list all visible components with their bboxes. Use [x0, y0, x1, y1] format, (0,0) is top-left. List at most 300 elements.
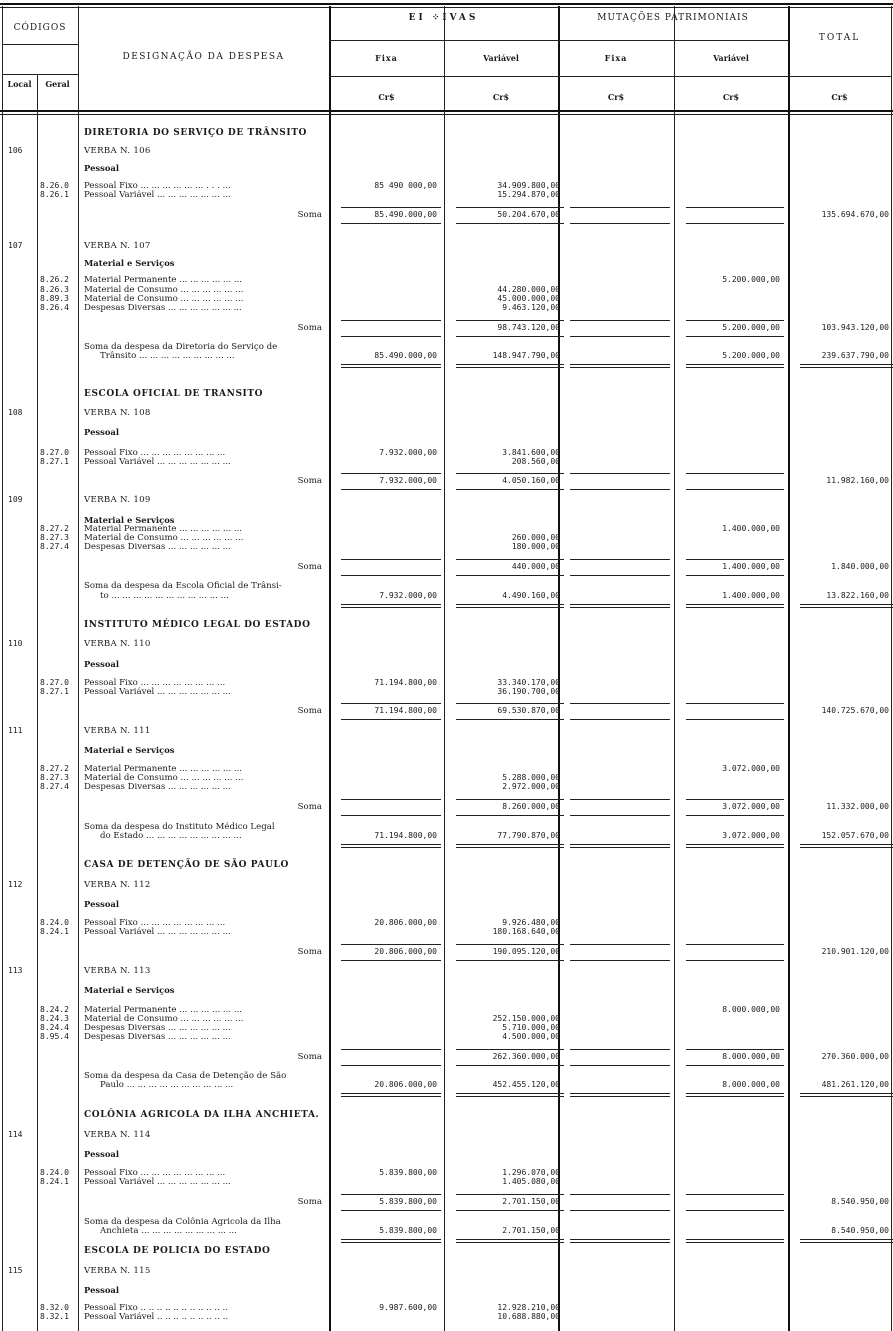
col-line [78, 6, 79, 1331]
rule-line [686, 364, 784, 368]
amount-v1: 2.701.150,00 [502, 1197, 560, 1206]
rule-line [570, 944, 670, 945]
rule-line [686, 719, 784, 720]
geral-code: 8.27.3 [40, 533, 69, 542]
subsection-label: Material e Serviços [84, 515, 175, 525]
rule-line [800, 1093, 893, 1097]
rule-line [570, 1194, 670, 1195]
rule-line [686, 223, 784, 224]
rule-line [456, 364, 564, 368]
verba-label: VERBA N. 112 [84, 880, 151, 890]
row-description: Material de Consumo ... ... ... ... ... ... [84, 533, 244, 543]
subsection-label: Pessoal [84, 427, 120, 437]
rule-line [456, 1194, 564, 1195]
geral-code: 8.27.4 [40, 782, 69, 791]
amount-v1: 2.701.150,00 [502, 1226, 560, 1235]
amount-v1: 148.947.790,00 [492, 351, 560, 360]
rule-line [686, 1093, 784, 1097]
col-line [891, 6, 892, 1331]
local-code: 110 [8, 639, 23, 648]
rule-line [570, 473, 670, 474]
amount-f1: 9.987.600,00 [379, 1303, 437, 1312]
rule-line [686, 207, 784, 208]
col-line [37, 74, 38, 1331]
summary-description: Anchieta ... ... ... ... ... ... ... ... ... [100, 1226, 237, 1236]
row-description: Material de Consumo ... ... ... ... ... ... [84, 773, 244, 783]
row-description: Material Permanente ... ... ... ... ... ... [84, 1005, 243, 1015]
verba-label: VERBA N. 113 [84, 966, 151, 976]
summary-description: Soma da despesa da Colônia Agricola da Ilha [84, 1217, 281, 1227]
rule-line [456, 1239, 564, 1243]
rule-line [456, 844, 564, 848]
row-description: Pessoal Fixo ... ... ... ... ... ... . . . ... [84, 181, 231, 191]
rule-line [456, 320, 564, 321]
section-title: COLÔNIA AGRICOLA DA ILHA ANCHIETA. [84, 1110, 320, 1120]
col-line [558, 6, 560, 1331]
subsection-label: Pessoal [84, 1285, 120, 1295]
header-designacao: DESIGNAÇÃO DA DESPESA [122, 52, 285, 62]
amount-v1: 262.360.000,00 [492, 1052, 560, 1061]
rule-line [456, 1210, 564, 1211]
row-description: Pessoal Fixo ... ... ... ... ... ... ... ... [84, 1168, 226, 1178]
rule-line [456, 815, 564, 816]
rule-line [570, 559, 670, 560]
soma-label: Soma [297, 706, 322, 716]
local-code: 114 [8, 1130, 23, 1139]
verba-label: VERBA N. 106 [84, 146, 151, 156]
amount-v1: 8.260.000,00 [502, 802, 560, 811]
geral-code: 8.26.0 [40, 181, 69, 190]
amount-f1: 5.839.800,00 [379, 1226, 437, 1235]
geral-code: 8.26.1 [40, 190, 69, 199]
soma-label: Soma [297, 1052, 322, 1062]
amount-v2: 5.200.000,00 [722, 351, 780, 360]
verba-label: VERBA N. 107 [84, 241, 151, 251]
row-description: Material Permanente ... ... ... ... ... ... [84, 524, 243, 534]
rule-line [341, 364, 441, 368]
rule-line [341, 1210, 441, 1211]
subsection-label: Material e Serviços [84, 985, 175, 995]
amount-v1: 98.743.120,00 [497, 323, 560, 332]
rule-line [456, 944, 564, 945]
amount-v1: 45.000.000,00 [497, 294, 560, 303]
header-fixa: Fixa [375, 53, 398, 63]
rule-line [686, 604, 784, 608]
section-title: INSTITUTO MÉDICO LEGAL DO ESTADO [84, 620, 311, 630]
amount-f1: 71.194.800,00 [374, 831, 437, 840]
rule-line [341, 844, 441, 848]
row-description: Pessoal Fixo ... ... ... ... ... ... ... ... [84, 448, 226, 458]
local-code: 107 [8, 241, 23, 250]
rule-line [570, 364, 670, 368]
rule-line [686, 815, 784, 816]
local-code: 108 [8, 408, 23, 417]
geral-code: 8.27.0 [40, 678, 69, 687]
row-description: Pessoal Variável ... ... ... ... ... ... ... [84, 457, 231, 467]
row-description: Pessoal Variável ... ... ... ... ... ... ... [84, 1177, 231, 1187]
rule-line [570, 223, 670, 224]
rule-line [570, 815, 670, 816]
header-local: Local [7, 79, 32, 89]
rule-line [686, 944, 784, 945]
rule-line [456, 1093, 564, 1097]
amount-total: 270.360.000,00 [821, 1052, 889, 1061]
local-code: 106 [8, 146, 23, 155]
amount-total: 8.540.950,00 [831, 1197, 889, 1206]
soma-label: Soma [297, 562, 322, 572]
header-currency: Cr$ [831, 92, 848, 102]
rule-line [456, 336, 564, 337]
local-code: 109 [8, 495, 23, 504]
amount-v1: 36.190.700,00 [497, 687, 560, 696]
amount-v1: 33.340.170,00 [497, 678, 560, 687]
rule-line [570, 489, 670, 490]
rule-line [570, 1210, 670, 1211]
geral-code: 8.24.3 [40, 1014, 69, 1023]
verba-label: VERBA N. 109 [84, 495, 151, 505]
amount-v2: 3.072.000,00 [722, 802, 780, 811]
soma-label: Soma [297, 802, 322, 812]
amount-total: 210.901.120,00 [821, 947, 889, 956]
rule-line [341, 944, 441, 945]
rule-line [686, 575, 784, 576]
verba-label: VERBA N. 114 [84, 1130, 151, 1140]
local-code: 115 [8, 1266, 23, 1275]
amount-total: 152.057.670,00 [821, 831, 889, 840]
rule-line [456, 960, 564, 961]
amount-total: 8.540.950,00 [831, 1226, 889, 1235]
rule-line [341, 1194, 441, 1195]
rule-line [570, 1065, 670, 1066]
rule-line [570, 1239, 670, 1243]
rule-line [341, 1093, 441, 1097]
row-description: Despesas Diversas ... ... ... ... ... ... [84, 1032, 231, 1042]
header-currency: Cr$ [492, 92, 510, 102]
verba-label: VERBA N. 110 [84, 639, 151, 649]
rule-line [341, 320, 441, 321]
col-line [329, 6, 331, 1331]
rule-line [341, 1049, 441, 1050]
amount-v1: 260.000,00 [511, 533, 560, 542]
header-codigos: CÓDIGOS [13, 23, 67, 33]
rule-line [341, 223, 441, 224]
amount-total: 481.261.120,00 [821, 1080, 889, 1089]
rule-line [341, 559, 441, 560]
rule-line [456, 207, 564, 208]
amount-f1: 20.806.000,00 [374, 947, 437, 956]
rule-line [341, 703, 441, 704]
amount-v1: 2.972.000,00 [502, 782, 560, 791]
amount-v1: 4.500.000,00 [502, 1032, 560, 1041]
rule-line [570, 719, 670, 720]
rule-line [456, 1065, 564, 1066]
row-description: Despesas Diversas ... ... ... ... ... ... [84, 542, 231, 552]
rule-line [800, 364, 893, 368]
geral-code: 8.89.3 [40, 294, 69, 303]
soma-label: Soma [297, 210, 322, 220]
amount-v1: 180.000,00 [511, 542, 560, 551]
rule-line [686, 1194, 784, 1195]
amount-f1: 7.932.000,00 [379, 591, 437, 600]
amount-total: 11.332.000,00 [826, 802, 889, 811]
amount-v2: 1.400.000,00 [722, 591, 780, 600]
row-description: Despesas Diversas ... ... ... ... ... ... ... [84, 303, 242, 313]
amount-v1: 4.050.160,00 [502, 476, 560, 485]
col-line [2, 6, 3, 1331]
amount-v2: 3.072.000,00 [722, 831, 780, 840]
amount-v2: 3.072.000,00 [722, 764, 780, 773]
verba-label: VERBA N. 108 [84, 408, 151, 418]
rule-line [570, 207, 670, 208]
summary-description: Soma da despesa da Escola Oficial de Trânsi- [84, 581, 282, 591]
amount-total: 11.982.160,00 [826, 476, 889, 485]
rule-line [686, 489, 784, 490]
rule-line [456, 575, 564, 576]
rule-line [341, 473, 441, 474]
header-total: TOTAL [818, 33, 861, 43]
summary-description: Paulo ... ... ... ... ... ... ... ... ... ... [100, 1080, 234, 1090]
geral-code: 8.26.3 [40, 285, 69, 294]
rule-line [341, 799, 441, 800]
amount-v1: 1.405.080,00 [502, 1177, 560, 1186]
section-title: DIRETORIA DO SERVIÇO DE TRÂNSITO [84, 128, 307, 138]
geral-code: 8.27.1 [40, 457, 69, 466]
rule-line [686, 1065, 784, 1066]
rule-line [570, 604, 670, 608]
row-description: Material de Consumo ... ... ... ... ... ... [84, 1014, 244, 1024]
rule-line [570, 799, 670, 800]
row-description: Pessoal Variável ... ... ... ... ... ... ... [84, 190, 231, 200]
geral-code: 8.27.3 [40, 773, 69, 782]
summary-description: do Estado ... ... ... ... ... ... ... ... ... [100, 831, 242, 841]
rule-line [341, 960, 441, 961]
col-line [444, 6, 445, 1331]
amount-v2: 8.000.000,00 [722, 1080, 780, 1089]
amount-v1: 208.560,00 [511, 457, 560, 466]
amount-v2: 1.400.000,00 [722, 562, 780, 571]
rule-line [686, 960, 784, 961]
local-code: 113 [8, 966, 23, 975]
header-currency: Cr$ [607, 92, 625, 102]
rule-line [570, 575, 670, 576]
geral-code: 8.24.4 [40, 1023, 69, 1032]
row-description: Pessoal Fixo ... ... ... ... ... ... ... ... [84, 918, 226, 928]
soma-label: Soma [297, 1197, 322, 1207]
header-currency: Cr$ [378, 92, 395, 102]
rule-line [456, 489, 564, 490]
row-description: Material Permanente ... ... ... ... ... ... [84, 275, 243, 285]
amount-v1: 5.710.000,00 [502, 1023, 560, 1032]
header-variavel: Variável [713, 53, 749, 63]
row-description: Pessoal Variável ... ... ... ... ... ... ... [84, 687, 231, 697]
rule-line [570, 703, 670, 704]
rule-line [800, 1239, 893, 1243]
rule-line [456, 223, 564, 224]
rule-line [570, 844, 670, 848]
amount-v1: 180.168.640,00 [492, 927, 560, 936]
col-line [788, 6, 790, 1331]
rule-line [686, 1210, 784, 1211]
rule-line [800, 844, 893, 848]
rule-line [686, 844, 784, 848]
geral-code: 8.24.0 [40, 918, 69, 927]
geral-code: 8.27.1 [40, 687, 69, 696]
amount-total: 239.637.790,00 [821, 351, 889, 360]
amount-v1: 50.204.670,00 [497, 210, 560, 219]
rule-line [341, 604, 441, 608]
amount-v1: 69.530.870,00 [497, 706, 560, 715]
rule-line [570, 1093, 670, 1097]
subsection-label: Pessoal [84, 899, 120, 909]
geral-code: 8.27.0 [40, 448, 69, 457]
rule-line [686, 559, 784, 560]
rule-line [341, 815, 441, 816]
geral-code: 8.26.4 [40, 303, 69, 312]
rule-line [456, 604, 564, 608]
rule-line [686, 1049, 784, 1050]
geral-code: 8.27.2 [40, 524, 69, 533]
amount-v1: 440.000,00 [511, 562, 560, 571]
amount-v2: 8.000.000,00 [722, 1052, 780, 1061]
local-code: 112 [8, 880, 23, 889]
rule-line [341, 207, 441, 208]
rule-line [570, 1049, 670, 1050]
geral-code: 8.24.0 [40, 1168, 69, 1177]
rule-line [800, 604, 893, 608]
rule-line [456, 799, 564, 800]
section-title: ESCOLA DE POLICIA DO ESTADO [84, 1246, 271, 1256]
row-description: Pessoal Variável .. .. .. .. .. .. .. .. .. [84, 1312, 229, 1322]
amount-f1: 85.490.000,00 [374, 210, 437, 219]
rule-line [686, 703, 784, 704]
row-description: Material Permanente ... ... ... ... ... ... [84, 764, 243, 774]
rule-line [341, 489, 441, 490]
amount-v1: 1.296.070,00 [502, 1168, 560, 1177]
geral-code: 8.26.2 [40, 275, 69, 284]
amount-total: 13.822.160,00 [826, 591, 889, 600]
subsection-label: Pessoal [84, 1149, 120, 1159]
amount-v1: 9.926.480,00 [502, 918, 560, 927]
geral-code: 8.95.4 [40, 1032, 69, 1041]
amount-f1: 71.194.800,00 [374, 678, 437, 687]
geral-code: 8.32.0 [40, 1303, 69, 1312]
amount-v1: 190.095.120,00 [492, 947, 560, 956]
amount-v1: 10.688.880,00 [497, 1312, 560, 1321]
amount-v2: 5.200.000,00 [722, 323, 780, 332]
amount-f1: 85.490.000,00 [374, 351, 437, 360]
row-description: Despesas Diversas ... ... ... ... ... ... [84, 1023, 231, 1033]
section-title: ESCOLA OFICIAL DE TRANSITO [84, 389, 264, 399]
rule-line [456, 719, 564, 720]
subsection-label: Pessoal [84, 163, 120, 173]
geral-code: 8.27.4 [40, 542, 69, 551]
verba-label: VERBA N. 115 [84, 1266, 151, 1276]
header-currency: Cr$ [722, 92, 740, 102]
amount-v1: 44.280.000,00 [497, 285, 560, 294]
rule-line [456, 1049, 564, 1050]
geral-code: 8.24.1 [40, 927, 69, 936]
header-geral: Geral [45, 79, 70, 89]
row-description: Pessoal Fixo .. .. .. .. .. .. .. .. .. .. .. [84, 1303, 228, 1313]
amount-v1: 77.790.870,00 [497, 831, 560, 840]
amount-v1: 252.150.000,00 [492, 1014, 560, 1023]
header-despesas: EI ⁘IVAS [408, 13, 479, 23]
rule-line [570, 960, 670, 961]
amount-f1: 85 490 000,00 [374, 181, 437, 190]
rule-line [686, 799, 784, 800]
amount-f1: 7.932.000,00 [379, 476, 437, 485]
geral-code: 8.27.2 [40, 764, 69, 773]
soma-label: Soma [297, 323, 322, 333]
rule-line [456, 473, 564, 474]
geral-code: 8.32.1 [40, 1312, 69, 1321]
amount-total: 103.943.120,00 [821, 323, 889, 332]
subsection-label: Material e Serviços [84, 258, 175, 268]
amount-f1: 20.806.000,00 [374, 1080, 437, 1089]
amount-v1: 5.288.000,00 [502, 773, 560, 782]
amount-v1: 4.490.160,00 [502, 591, 560, 600]
soma-label: Soma [297, 947, 322, 957]
rule-line [456, 703, 564, 704]
amount-v2: 8.000.000,00 [722, 1005, 780, 1014]
summary-description: to ... ... ... ... ... ... ... ... ... ... ... [100, 591, 229, 601]
row-description: Pessoal Fixo ... ... ... ... ... ... ... ... [84, 678, 226, 688]
amount-v1: 12.928.210,00 [497, 1303, 560, 1312]
subsection-label: Material e Serviços [84, 745, 175, 755]
section-title: CASA DE DETENÇÃO DE SÃO PAULO [84, 860, 289, 870]
amount-total: 1.840.000,00 [831, 562, 889, 571]
amount-f1: 5.839.800,00 [379, 1168, 437, 1177]
amount-total: 135.694.670,00 [821, 210, 889, 219]
amount-v1: 15.294.870,00 [497, 190, 560, 199]
rule-line [686, 1239, 784, 1243]
amount-f1: 71.194.800,00 [374, 706, 437, 715]
rule-line [686, 336, 784, 337]
summary-description: Soma da despesa da Casa de Detenção de São [84, 1071, 287, 1081]
summary-description: Soma da despesa do Instituto Médico Legal [84, 822, 275, 832]
row-description: Material de Consumo ... ... ... ... ... ... [84, 294, 244, 304]
amount-v1: 9.463.120,00 [502, 303, 560, 312]
summary-description: Soma da despesa da Diretoria do Serviço de [84, 342, 278, 352]
header-fixa: Fixa [604, 53, 628, 63]
soma-label: Soma [297, 476, 322, 486]
rule-line [686, 320, 784, 321]
amount-v2: 1.400.000,00 [722, 524, 780, 533]
summary-description: Trânsito ... ... ... ... ... ... ... ... ... [100, 351, 235, 361]
rule-line [341, 575, 441, 576]
col-line [674, 6, 675, 1331]
row-description: Despesas Diversas ... ... ... ... ... ... [84, 782, 231, 792]
header-mutacoes: MUTAÇÕES PATRIMONIAIS [597, 13, 749, 23]
rule-line [570, 336, 670, 337]
rule-line [341, 719, 441, 720]
row-description: Material de Consumo ... ... ... ... ... ... [84, 285, 244, 295]
geral-code: 8.24.1 [40, 1177, 69, 1186]
amount-f1: 7.932.000,00 [379, 448, 437, 457]
amount-v1: 452.455.120,00 [492, 1080, 560, 1089]
rule-line [686, 473, 784, 474]
amount-v1: 3.841.600,00 [502, 448, 560, 457]
local-code: 111 [8, 726, 23, 735]
amount-f1: 5.839.800,00 [379, 1197, 437, 1206]
rule-line [456, 559, 564, 560]
geral-code: 8.24.2 [40, 1005, 69, 1014]
rule-line [341, 336, 441, 337]
header-variavel: Variável [483, 53, 519, 63]
amount-f1: 20.806.000,00 [374, 918, 437, 927]
amount-v1: 34.909.800,00 [497, 181, 560, 190]
amount-total: 140.725.670,00 [821, 706, 889, 715]
